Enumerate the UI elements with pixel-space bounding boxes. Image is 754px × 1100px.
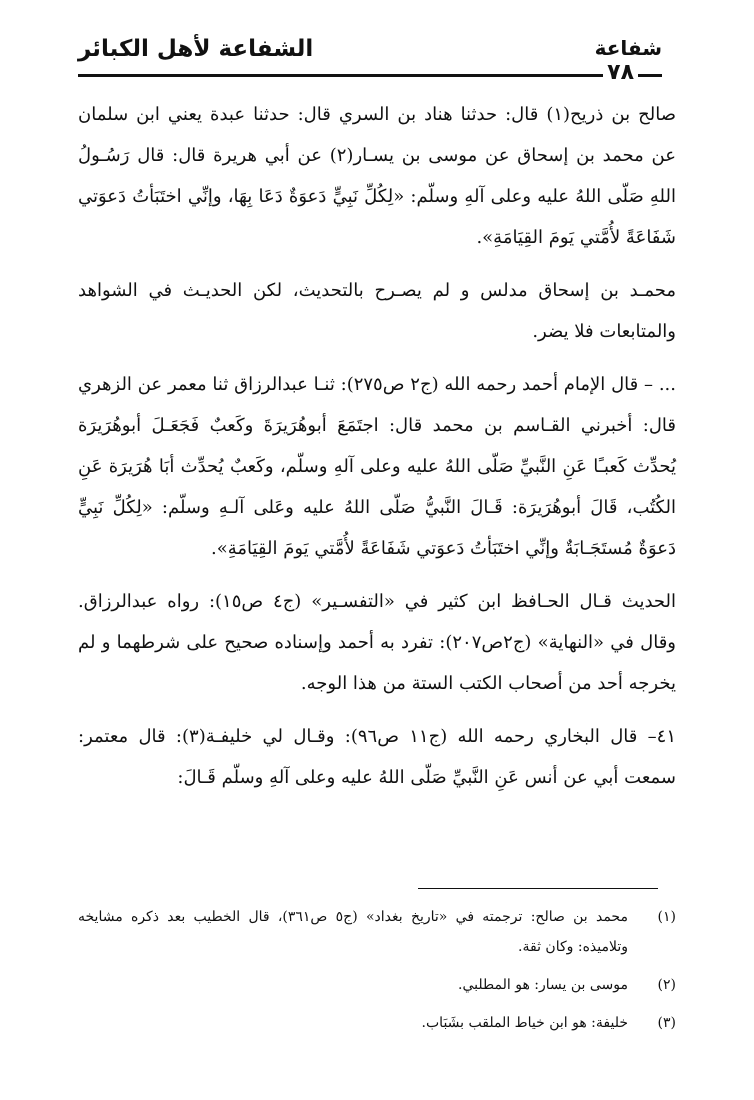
page-header xyxy=(78,32,662,84)
footnote-marker: (٢) xyxy=(657,977,676,993)
paragraph-hadith-41: ٤١– قال البخاري رحمه الله (ج١١ ص٩٦): وقـال لي خليفـة(٣): قال معتمر: سمعت أبي عن أنس عَنِ النَّبيِّ صَلّى اللهُ عليه وعلى آلهِ وسلّم قَـالَ: xyxy=(78,726,677,788)
book-logo: شفاعة xyxy=(594,36,662,60)
footnote-1 xyxy=(78,902,676,962)
paragraph-note: محمـد بن إسحاق مدلس و لم يصـرح بالتحديث، لكن الحديـث في الشواهد والمتابعات فلا يضر. xyxy=(78,280,676,342)
page-number: ٧٨ xyxy=(603,62,638,84)
footnote-2 xyxy=(78,970,676,1000)
paragraph-commentary: الحديث قـال الحـافظ ابن كثير في «التفسـير» (ج٤ ص١٥): رواه عبدالرزاق. وقال في «النهاية» (ج٢ص٢٠٧): تفرد به أحمد وإسناده صحيح على شرطهما و لم يخرجه أحد من أصحاب الكتب الستة من هذا الوجه. xyxy=(78,591,677,694)
header-rule xyxy=(78,74,662,77)
running-title: الشفاعة لأهل الكبائر xyxy=(78,36,314,62)
footnote-marker: (٣) xyxy=(657,1015,676,1031)
footnote-text: محمد بن صالح: ترجمته في «تاريخ بغداد» (ج٥ ص٣٦١)، قال الخطيب بعد ذكره مشايخه وتلاميذه: وكان ثقة. xyxy=(78,909,628,955)
paragraph-hadith-2: ... – قال الإمام أحمد رحمه الله (ج٢ ص٢٧٥): ثنـا عبدالرزاق ثنا معمر عن الزهري قال: أخبرني القـاسم بن محمد قال: اجتَمَعَ أبوهُرَيرَةَ وكَعبٌ فَجَعَـلَ أبوهُرَيرَة يُحدِّث كَعبـًا عَنِ النَّبيِّ صَلّى اللهُ عليه وعلى آلهِ وسلّم، وكَعبٌ يُحدِّث أبَا هُرَيرَة عَنِ الكُتُب، قَالَ أبوهُرَيرَة: قَـالَ النَّبيُّ صَلّى اللهُ عليه وعَلى آلـهِ وسلّم: «لِكُلِّ نَبِيٍّ دَعوَةٌ مُستَجَـابَةٌ وإنِّي اختَبَأتُ دَعوَتي شَفَاعَةً لأُمَّتي يَومَ القِيَامَةِ». xyxy=(78,374,676,559)
footnote-separator xyxy=(418,888,658,889)
footnote-text: خليفة: هو ابن خياط الملقب بشَبَاب. xyxy=(421,1015,628,1031)
paragraph-hadith-1: صالح بن ذريح(١) قال: حدثنا هناد بن السري قال: حدثنا عبدة يعني ابن سلمان عن محمد بن إسحاق عن موسى بن يسـار(٢) عن أبي هريرة قال: قال رَسُـولُ اللهِ صَلّى اللهُ عليه وعلى آلهِ وسلّم: «لِكُلِّ نَبِيٍّ دَعوَةٌ دَعَا بِهَا، وإنِّي اختَبَأتُ دَعوَتي شَفَاعَةً لأُمَّتي يَومَ القِيَامَةِ». xyxy=(78,104,676,248)
footnote-marker: (١) xyxy=(657,909,676,925)
footnote-3 xyxy=(78,1008,676,1038)
main-text xyxy=(78,94,676,806)
footnote-text: موسى بن يسار: هو المطلبي. xyxy=(458,977,628,993)
footnotes xyxy=(78,902,676,1046)
